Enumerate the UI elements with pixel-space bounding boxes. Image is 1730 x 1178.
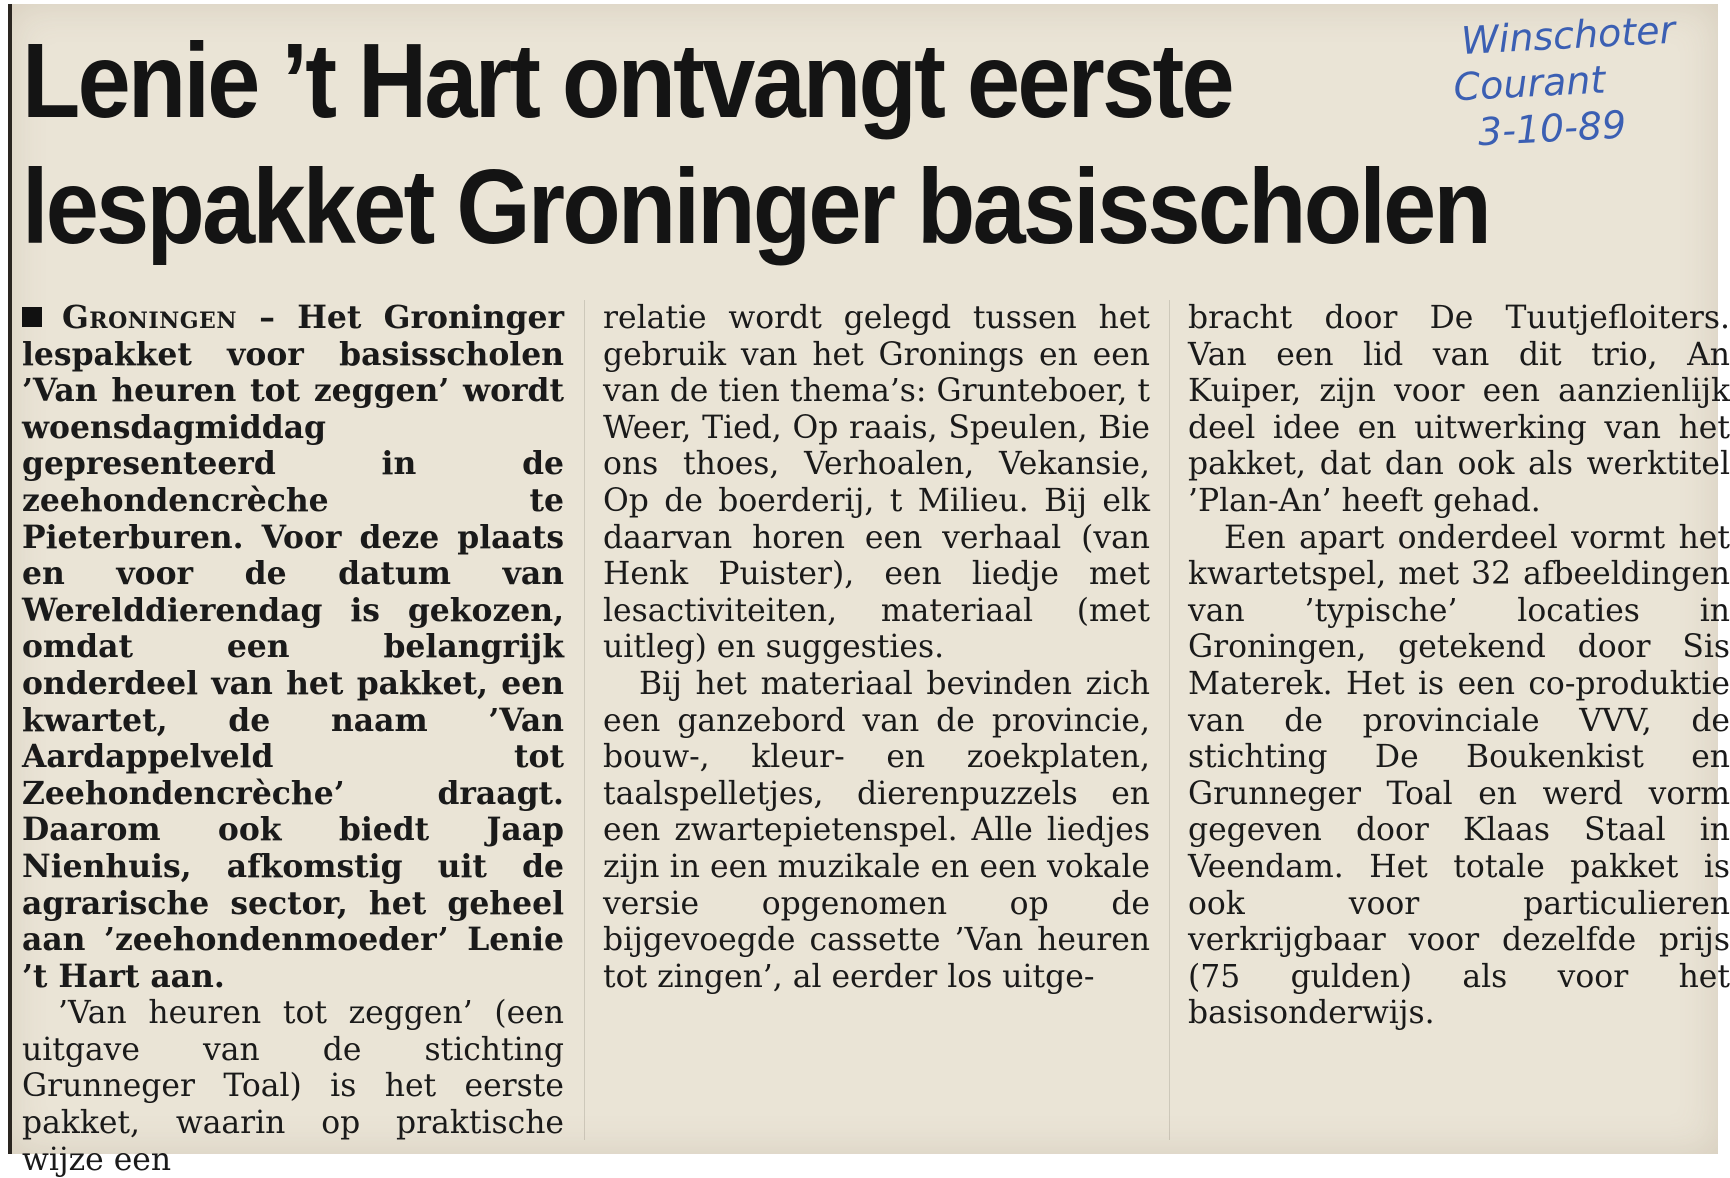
article-lead-text: – Het Groninger lespakket voor basisscholen ’Van heuren tot zeggen’ wordt woensdagmiddag gepresenteerd in de zeehondencrèche te Pieterburen. Voor deze plaats en voor de datum van Werelddierendag is gekozen, omdat een belangrijk onderdeel van het pakket, een kwartet, de naam ’Van Aardappelveld tot Zeehondencrèche’ draagt. Daarom ook biedt Jaap Nienhuis, afkomstig uit de agrarische sector, het geheel aan ’zeehondenmoeder’ Lenie ’t Hart aan. xyxy=(22,300,564,995)
article-paragraph: Een apart onderdeel vormt het kwartetspel, met 32 afbeeldingen van ’typische’ locaties in Groningen, getekend door Sis Materek. Het is een co-produktie van de provinciale VVV, de stichting De Boukenkist en Grunneger Toal en werd vorm gegeven door Klaas Staal in Veendam. Het totale pakket is ook voor particulieren verkrijgbaar voor dezelfde prijs (75 gulden) als voor het basisonderwijs. xyxy=(1188,519,1730,1032)
article-paragraph: ’Van heuren tot zeggen’ (een uitgave van de stichting Grunneger Toal) is het eerste pakket, waarin op praktische wijze een xyxy=(22,995,564,1178)
bullet-square-icon xyxy=(22,307,42,327)
column-divider xyxy=(1169,300,1170,1140)
article-column-2 xyxy=(603,300,1150,995)
article-paragraph: relatie wordt gelegd tussen het gebruik van het Gronings en een van de tien thema’s: Grunteboer, t Weer, Tied, Op raais, Speulen, Bie ons thoes, Verhoalen, Vekansie, Op de boerderij, t Milieu. Bij elk daarvan horen een verhaal (van Henk Puister), een liedje met lesactiviteiten, materiaal (met uitleg) en suggesties. xyxy=(603,300,1150,666)
column-divider xyxy=(584,300,585,1140)
note-newspaper-type: Courant xyxy=(1452,57,1607,110)
headline xyxy=(22,18,1552,270)
article-dateline: Groningen xyxy=(62,300,237,336)
clipping-edge xyxy=(8,4,12,1154)
article-column-1 xyxy=(22,300,564,1178)
headline-line-1: Lenie ’t Hart ontvangt eerste xyxy=(22,22,1232,140)
article-column-3 xyxy=(1188,300,1730,1032)
handwritten-note xyxy=(1452,5,1717,156)
article-lead-paragraph xyxy=(22,300,564,995)
note-date: 3-10-89 xyxy=(1476,102,1628,155)
article-paragraph: bracht door De Tuutjefloiters. Van een lid van dit trio, An Kuiper, zijn voor een aanzienlijk deel idee en uitwerking van het pakket, dat dan ook als werktitel ’Plan-An’ heeft gehad. xyxy=(1188,300,1730,519)
article-paragraph: Bij het materiaal bevinden zich een ganzebord van de provincie, bouw-, kleur- en zoekplaten, taalspelletjes, dierenpuzzels en een zwartepietenspel. Alle liedjes zijn in een muzikale en een vokale versie opgenomen op de bijgevoegde cassette ’Van heuren tot zingen’, al eerder los uitge- xyxy=(603,665,1150,995)
headline-line-2: lespakket Groninger basisscholen xyxy=(22,148,1490,266)
newspaper-clipping xyxy=(8,4,1730,1178)
note-newspaper-name: Winschoter xyxy=(1460,7,1677,63)
